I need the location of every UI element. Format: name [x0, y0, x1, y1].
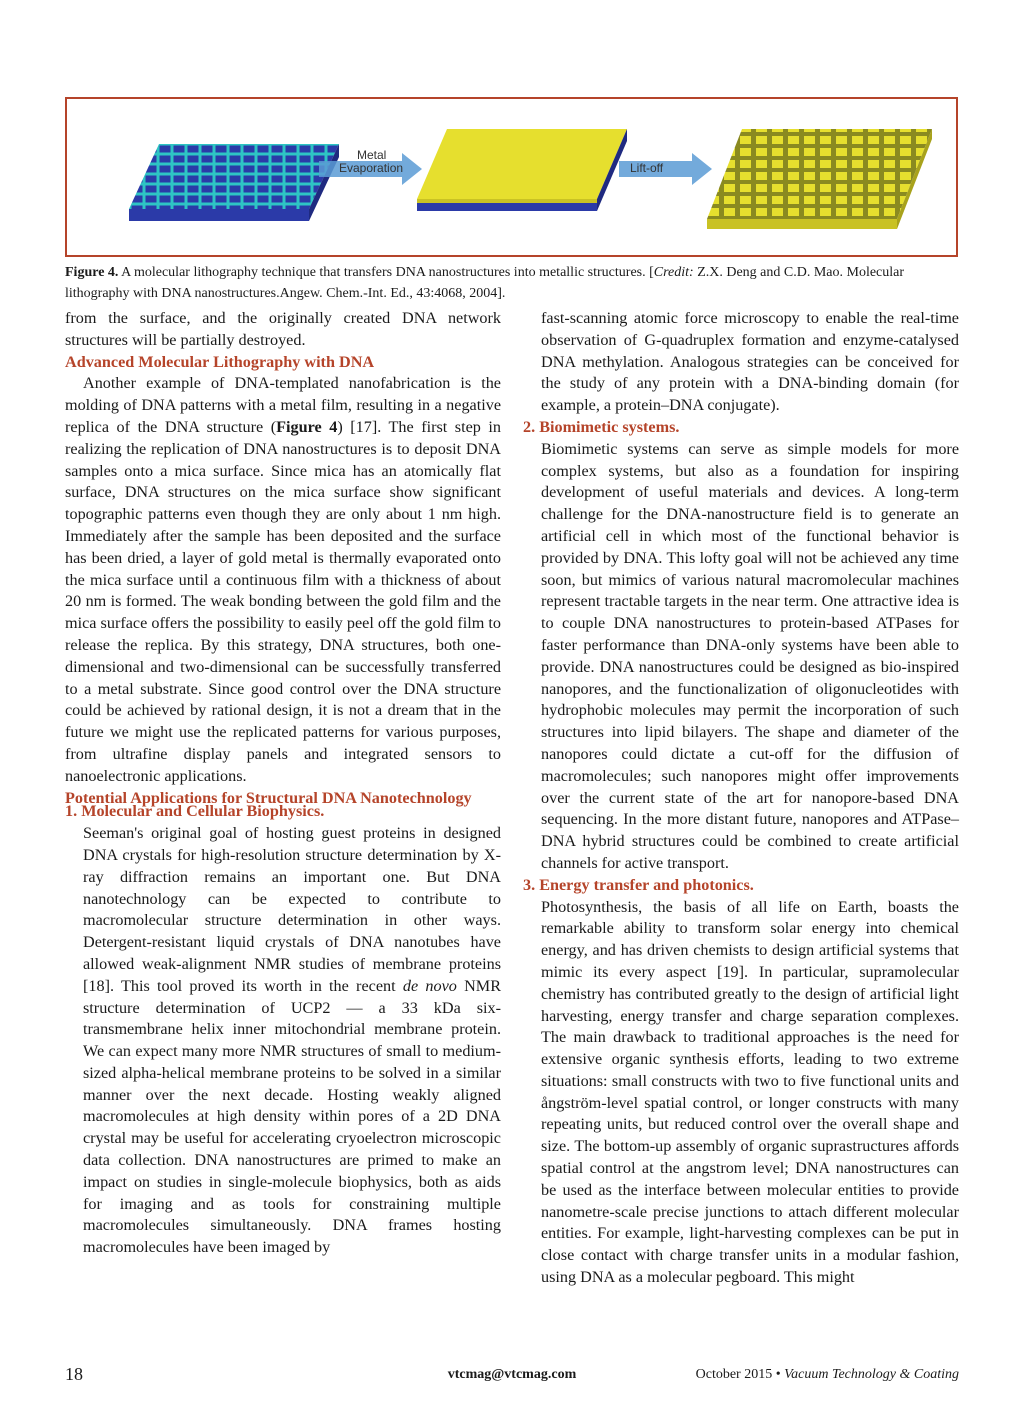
issue-date: October 2015: [695, 1367, 773, 1382]
figure-caption: [65, 262, 960, 304]
caption-label: Figure 4.: [65, 265, 119, 280]
figure-reference: Figure 4: [276, 417, 338, 436]
section-heading-applications: Potential Applications for Structural DNA Nanotechnology: [65, 788, 472, 807]
subheading-biophysics: 1. Molecular and Cellular Biophysics.: [65, 802, 325, 821]
arrow-lift-off: [619, 153, 712, 185]
lithography-text-a: Another example of DNA-templated nanofabrication is the molding of DNA patterns with a metal film, resulting in a negative replica of the DNA structure (: [65, 374, 501, 436]
figure-4-image: [65, 97, 958, 257]
caption-credit-label: Credit:: [653, 265, 694, 280]
biophysics-emphasis: de novo: [402, 976, 457, 995]
arrow1-label-line1: Metal: [357, 148, 387, 162]
biophysics-paragraph: [65, 823, 501, 1259]
dna-grid-panel: [129, 144, 339, 221]
lithography-text-b: ) [17]. The first step in realizing the replication of DNA nanostructures is to deposit DNA samples onto a mica surface. Since mica has an atomically flat surface, DNA structures on the mica surface show significant topographic patterns even though they are only about 1 nm high. Immediately after the sample has been deposited and the surface has been dried, a layer of gold metal is thermally evaporated onto the mica surface until a continuous film with a thickness of about 20 nm is formed. The weak bonding between the gold film and the mica surface offers the possibility to easily peel off the gold film to release the replica. By this strategy, DNA structures, both one-dimensional and two-dimensional can be successfully transferred to a metal substrate. Since good control over the DNA structure could be achieved by rational design, it is not a dream that in the future we might use the replicated patterns for various purposes, from ultrafine display panels and integrated sensors to nanoelectronic applications.: [65, 417, 501, 785]
section-heading-lithography: Advanced Molecular Lithography with DNA: [65, 352, 375, 371]
subheading-energy-transfer: 3. Energy transfer and photonics.: [523, 875, 754, 894]
arrow1-label-line2: Evaporation: [339, 161, 404, 175]
gold-replica-panel: [707, 129, 932, 229]
footer-issue: [696, 1367, 959, 1383]
left-continued-paragraph: from the surface, and the originally created DNA network structures will be partially destroyed.: [65, 309, 501, 349]
footer-email: vtcmag@vtcmag.com: [447, 1367, 577, 1382]
caption-text: A molecular lithography technique that transfers DNA nanostructures into metallic structures. [: [118, 265, 654, 280]
arrow2-label: Lift-off: [630, 161, 664, 175]
right-column: [523, 308, 959, 1289]
lithography-paragraph: [65, 373, 501, 787]
caption-credit-text: Z.X. Deng and C.D. Mao. Molecular lithography with DNA nanostructures.Angew. Chem.-Int. Ed., 43:4068, 2004].: [65, 265, 905, 301]
biophysics-text-a: Seeman's original goal of hosting guest proteins in designed DNA crystals for high-resolution structure determination by X-ray diffraction remains an important one. But DNA nanotechnology can be expected to contribute to macromolecular structure determination in other ways. Detergent-resistant liquid crystals of DNA nanotubes have allowed weak-alignment NMR studies of membrane proteins [18]. This tool proved its worth in the recent: [83, 824, 501, 995]
lithography-diagram: [67, 99, 956, 255]
left-column: [65, 308, 501, 1259]
biophysics-text-b: NMR structure determination of UCP2 — a 33 kDa six-transmembrane helix inner mitochondrial membrane protein. We can expect many more NMR structures of small to medium-sized alpha-helical membrane proteins to be solved in a similar manner over the next decade. Hosting weakly aligned macromolecules at high density within pores of a 2D DNA crystal may be useful for accelerating cryoelectron microscopic data collection. DNA nanostructures are primed to make an impact on studies in single-molecule biophysics, both as aids for imaging and as tools for constraining multiple macromolecules simultaneously. DNA frames hosting macromolecules have been imaged by: [83, 976, 501, 1257]
page-number: 18: [65, 1364, 83, 1384]
energy-transfer-paragraph: Photosynthesis, the basis of all life on Earth, boasts the remarkable ability to transform solar energy into chemical energy, and has driven chemists to design artificial systems that mimic its every aspect [19]. In particular, supramolecular chemistry has contributed greatly to the design of artificial light harvesting, energy transfer and charge separation complexes. The main drawback to traditional approaches is the need for extensive organic synthesis efforts, leading to two extreme situations: small constructs with two to five functional units and ångström-level spatial control, or longer constructs with many repeating units, but reduced control over the overall shape and size. The bottom-up assembly of organic suprastructures affords spatial control at the angstrom level; DNA nanostructures can be used as the interface between molecular entities to provide nanometre-scale precise junctions to attach different molecular entities. For example, light-harvesting complexes can be put in close contact with charge transfer units in a modular fashion, using DNA as a molecular pegboard. This might: [541, 897, 959, 1287]
footer-separator: •: [775, 1367, 781, 1382]
magazine-name: Vacuum Technology & Coating: [784, 1367, 959, 1382]
gold-coated-panel: [417, 129, 627, 211]
biomimetic-paragraph: Biomimetic systems can serve as simple models for more complex systems, but also as a foundation for inspiring development of useful materials and devices. A long-term challenge for the DNA-nanostructure field is to generate an artificial cell in which most of the functional behavior is provided by DNA. This lofty goal will not be achieved any time soon, but mimics of various natural macromolecular machines represent tractable targets in the near term. One attractive idea is to couple DNA nanostructures to protein-based ATPases for faster performance than DNA-only systems have been able to provide. DNA nanostructures could be designed as bio-inspired nanopores, and the functionalization of oligonucleotides with hydrophobic molecules may permit the incorporation of such structures into lipid bilayers. The shape and diameter of the nanopores could dictate a cut-off for the diffusion of macromolecules; such nanopores might offer improvements over the current state of the art for nanopore-based DNA sequencing. In the more distant future, nanopores and ATPase–DNA hybrid structures could be combined to create artificial channels for active transport.: [541, 439, 959, 872]
right-continued-paragraph: fast-scanning atomic force microscopy to enable the real-time observation of G-quadruplex formation and enzyme-catalysed DNA methylation. Analogous strategies can be conceived for the study of any protein with a DNA-binding domain (for example, a protein–DNA conjugate).: [541, 309, 959, 415]
subheading-biomimetic: 2. Biomimetic systems.: [523, 417, 680, 436]
